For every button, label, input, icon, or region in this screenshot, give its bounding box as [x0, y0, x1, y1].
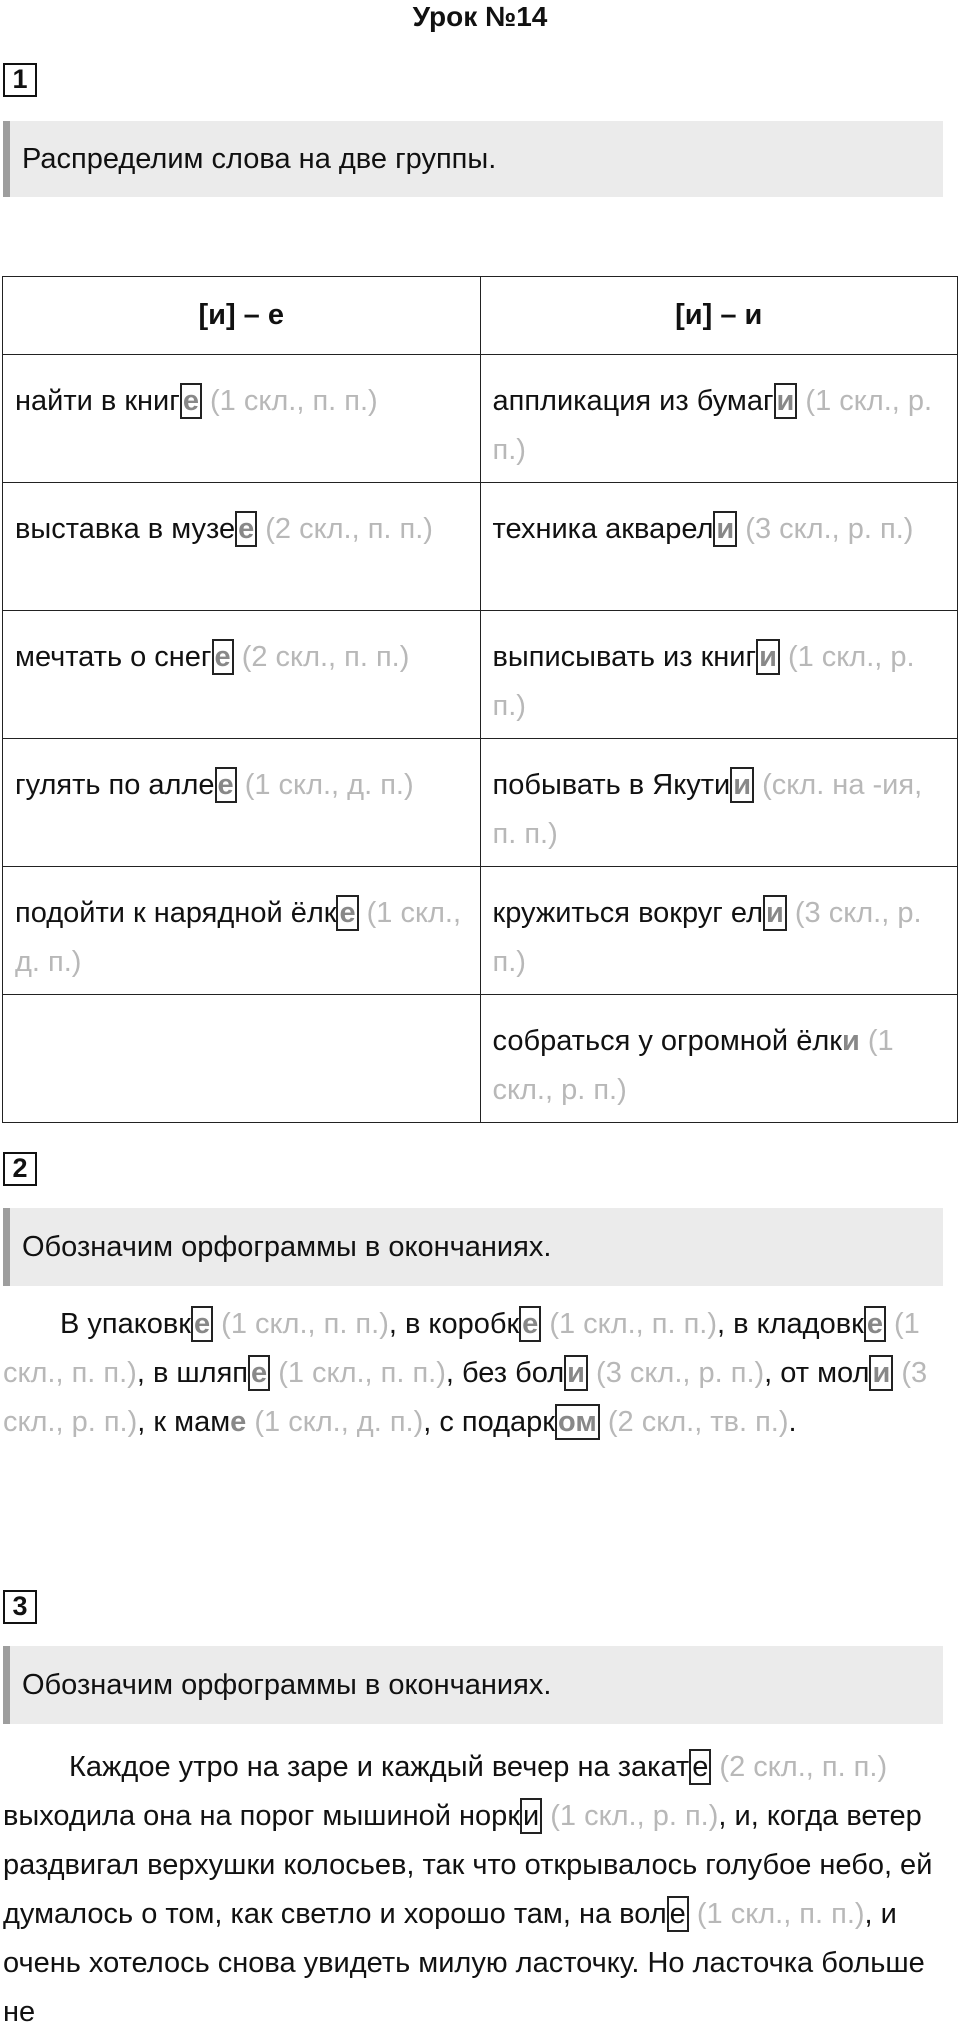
ending-mark: е	[667, 1896, 689, 1932]
table-cell	[480, 739, 958, 867]
ending-mark: е	[212, 639, 234, 675]
ending-mark: и	[730, 767, 754, 803]
table-cell	[3, 355, 481, 483]
word-text: выставка в музе	[15, 513, 236, 545]
grammar-note: (1 скл., п. п.)	[3, 1308, 920, 1389]
table-row	[3, 867, 958, 995]
ending-mark: е	[248, 1355, 270, 1391]
word-text: найти в книг	[15, 385, 180, 417]
ending-mark: ом	[555, 1404, 600, 1440]
grammar-note: (3 скл., р. п.)	[737, 513, 914, 545]
grammar-note: (1 скл., п. п.)	[688, 1898, 865, 1930]
ending-mark: е	[336, 895, 358, 931]
table-row	[3, 355, 958, 483]
words-table	[2, 276, 958, 1123]
paragraph-text: , и, когда ветер раздвигал верхушки колосьев, так что открывалось голубое небо, ей думалось о том, как светло и хорошо там, на вол	[3, 1800, 933, 1930]
table-cell	[3, 739, 481, 867]
table-cell	[3, 611, 481, 739]
word-text: техника акварел	[492, 513, 714, 545]
ending-mark: и	[713, 511, 737, 547]
word-text: кружиться вокруг ел	[492, 897, 763, 929]
grammar-note: (скл. на -ия, п. п.)	[492, 769, 923, 850]
paragraph-text: , в шляп	[136, 1357, 249, 1389]
task-number-2: 2	[3, 1152, 37, 1186]
ending-mark: е	[230, 1406, 247, 1438]
grammar-note: (1 скл., п. п.)	[541, 1308, 718, 1340]
task-number-1: 1	[3, 63, 37, 97]
ending-mark: е	[689, 1749, 711, 1785]
word-text: собраться у огромной ёлк	[492, 1025, 842, 1057]
ending-mark: и	[774, 383, 798, 419]
grammar-note: (2 скл., п. п.)	[257, 513, 433, 545]
table-cell	[480, 995, 958, 1123]
grammar-note: (2 скл., п. п.)	[711, 1751, 888, 1783]
paragraph-text: Каждое утро на заре и каждый вечер на закат	[69, 1751, 690, 1783]
grammar-note: (2 скл., тв. п.)	[599, 1406, 789, 1438]
column-header-i: [и] – и	[480, 277, 958, 355]
table-row	[3, 483, 958, 611]
table-cell	[3, 867, 481, 995]
table-cell	[480, 355, 958, 483]
grammar-note: (1 скл., д. п.)	[236, 769, 414, 801]
paragraph-text: выходила она на порог мышиной норк	[3, 1800, 521, 1832]
paragraph-text: , с подарк	[423, 1406, 555, 1438]
ending-mark: и	[869, 1355, 893, 1391]
word-text: мечтать о снег	[15, 641, 212, 673]
word-text: гулять по алле	[15, 769, 215, 801]
grammar-note: (1 скл., п. п.)	[201, 385, 378, 417]
paragraph-text: , без бол	[445, 1357, 565, 1389]
ending-mark: и	[520, 1798, 542, 1834]
task-number-3: 3	[3, 1590, 37, 1624]
paragraph-text: , и очень хотелось снова увидеть милую ласточку. Но ласточка больше не	[3, 1898, 925, 2028]
table-cell	[3, 995, 481, 1123]
table-row	[3, 995, 958, 1123]
paragraph-text: , в коробк	[388, 1308, 520, 1340]
task2-paragraph	[3, 1300, 953, 1447]
grammar-note: (1 скл., р. п.)	[492, 385, 933, 466]
table-row	[3, 739, 958, 867]
task2-instruction: Обозначим орфограммы в окончаниях.	[3, 1208, 943, 1286]
paragraph-text: В упаковк	[60, 1308, 191, 1340]
table-cell	[480, 867, 958, 995]
table-cell	[480, 611, 958, 739]
grammar-note: (1 скл., д. п.)	[246, 1406, 424, 1438]
table-row	[3, 611, 958, 739]
paragraph-text: .	[788, 1406, 797, 1438]
grammar-note: (3 скл., р. п.)	[492, 897, 922, 978]
column-header-e: [и] – е	[3, 277, 481, 355]
grammar-note: (1 скл., п. п.)	[270, 1357, 446, 1389]
word-text: побывать в Якути	[492, 769, 731, 801]
ending-mark: и	[756, 639, 780, 675]
ending-mark: е	[864, 1306, 886, 1342]
ending-mark: и	[841, 1025, 860, 1057]
word-text: аппликация из бумаг	[492, 385, 774, 417]
ending-mark: е	[519, 1306, 541, 1342]
table-cell	[480, 483, 958, 611]
grammar-note: (1 скл., р. п.)	[542, 1800, 719, 1832]
grammar-note: (3 скл., р. п.)	[3, 1357, 928, 1438]
task3-paragraph	[3, 1743, 953, 2037]
ending-mark: и	[564, 1355, 588, 1391]
ending-mark: е	[180, 383, 202, 419]
paragraph-text: , в кладовк	[717, 1308, 864, 1340]
grammar-note: (1 скл., р. п.)	[492, 641, 915, 722]
lesson-title: Урок №14	[412, 1, 548, 32]
paragraph-text: , к мам	[137, 1406, 231, 1438]
paragraph-text: , от мол	[764, 1357, 870, 1389]
grammar-note: (3 скл., р. п.)	[588, 1357, 765, 1389]
word-text: подойти к нарядной ёлк	[15, 897, 337, 929]
grammar-note: (1 скл., д. п.)	[15, 897, 462, 978]
ending-mark: и	[763, 895, 787, 931]
grammar-note: (1 скл., п. п.)	[213, 1308, 389, 1340]
ending-mark: е	[235, 511, 257, 547]
grammar-note: (2 скл., п. п.)	[233, 641, 410, 673]
grammar-note: (1 скл., р. п.)	[492, 1025, 894, 1106]
task1-instruction: Распределим слова на две группы.	[3, 121, 943, 197]
table-cell	[3, 483, 481, 611]
word-text: выписывать из книг	[492, 641, 757, 673]
ending-mark: е	[191, 1306, 213, 1342]
task3-instruction: Обозначим орфограммы в окончаниях.	[3, 1646, 943, 1724]
ending-mark: е	[215, 767, 237, 803]
